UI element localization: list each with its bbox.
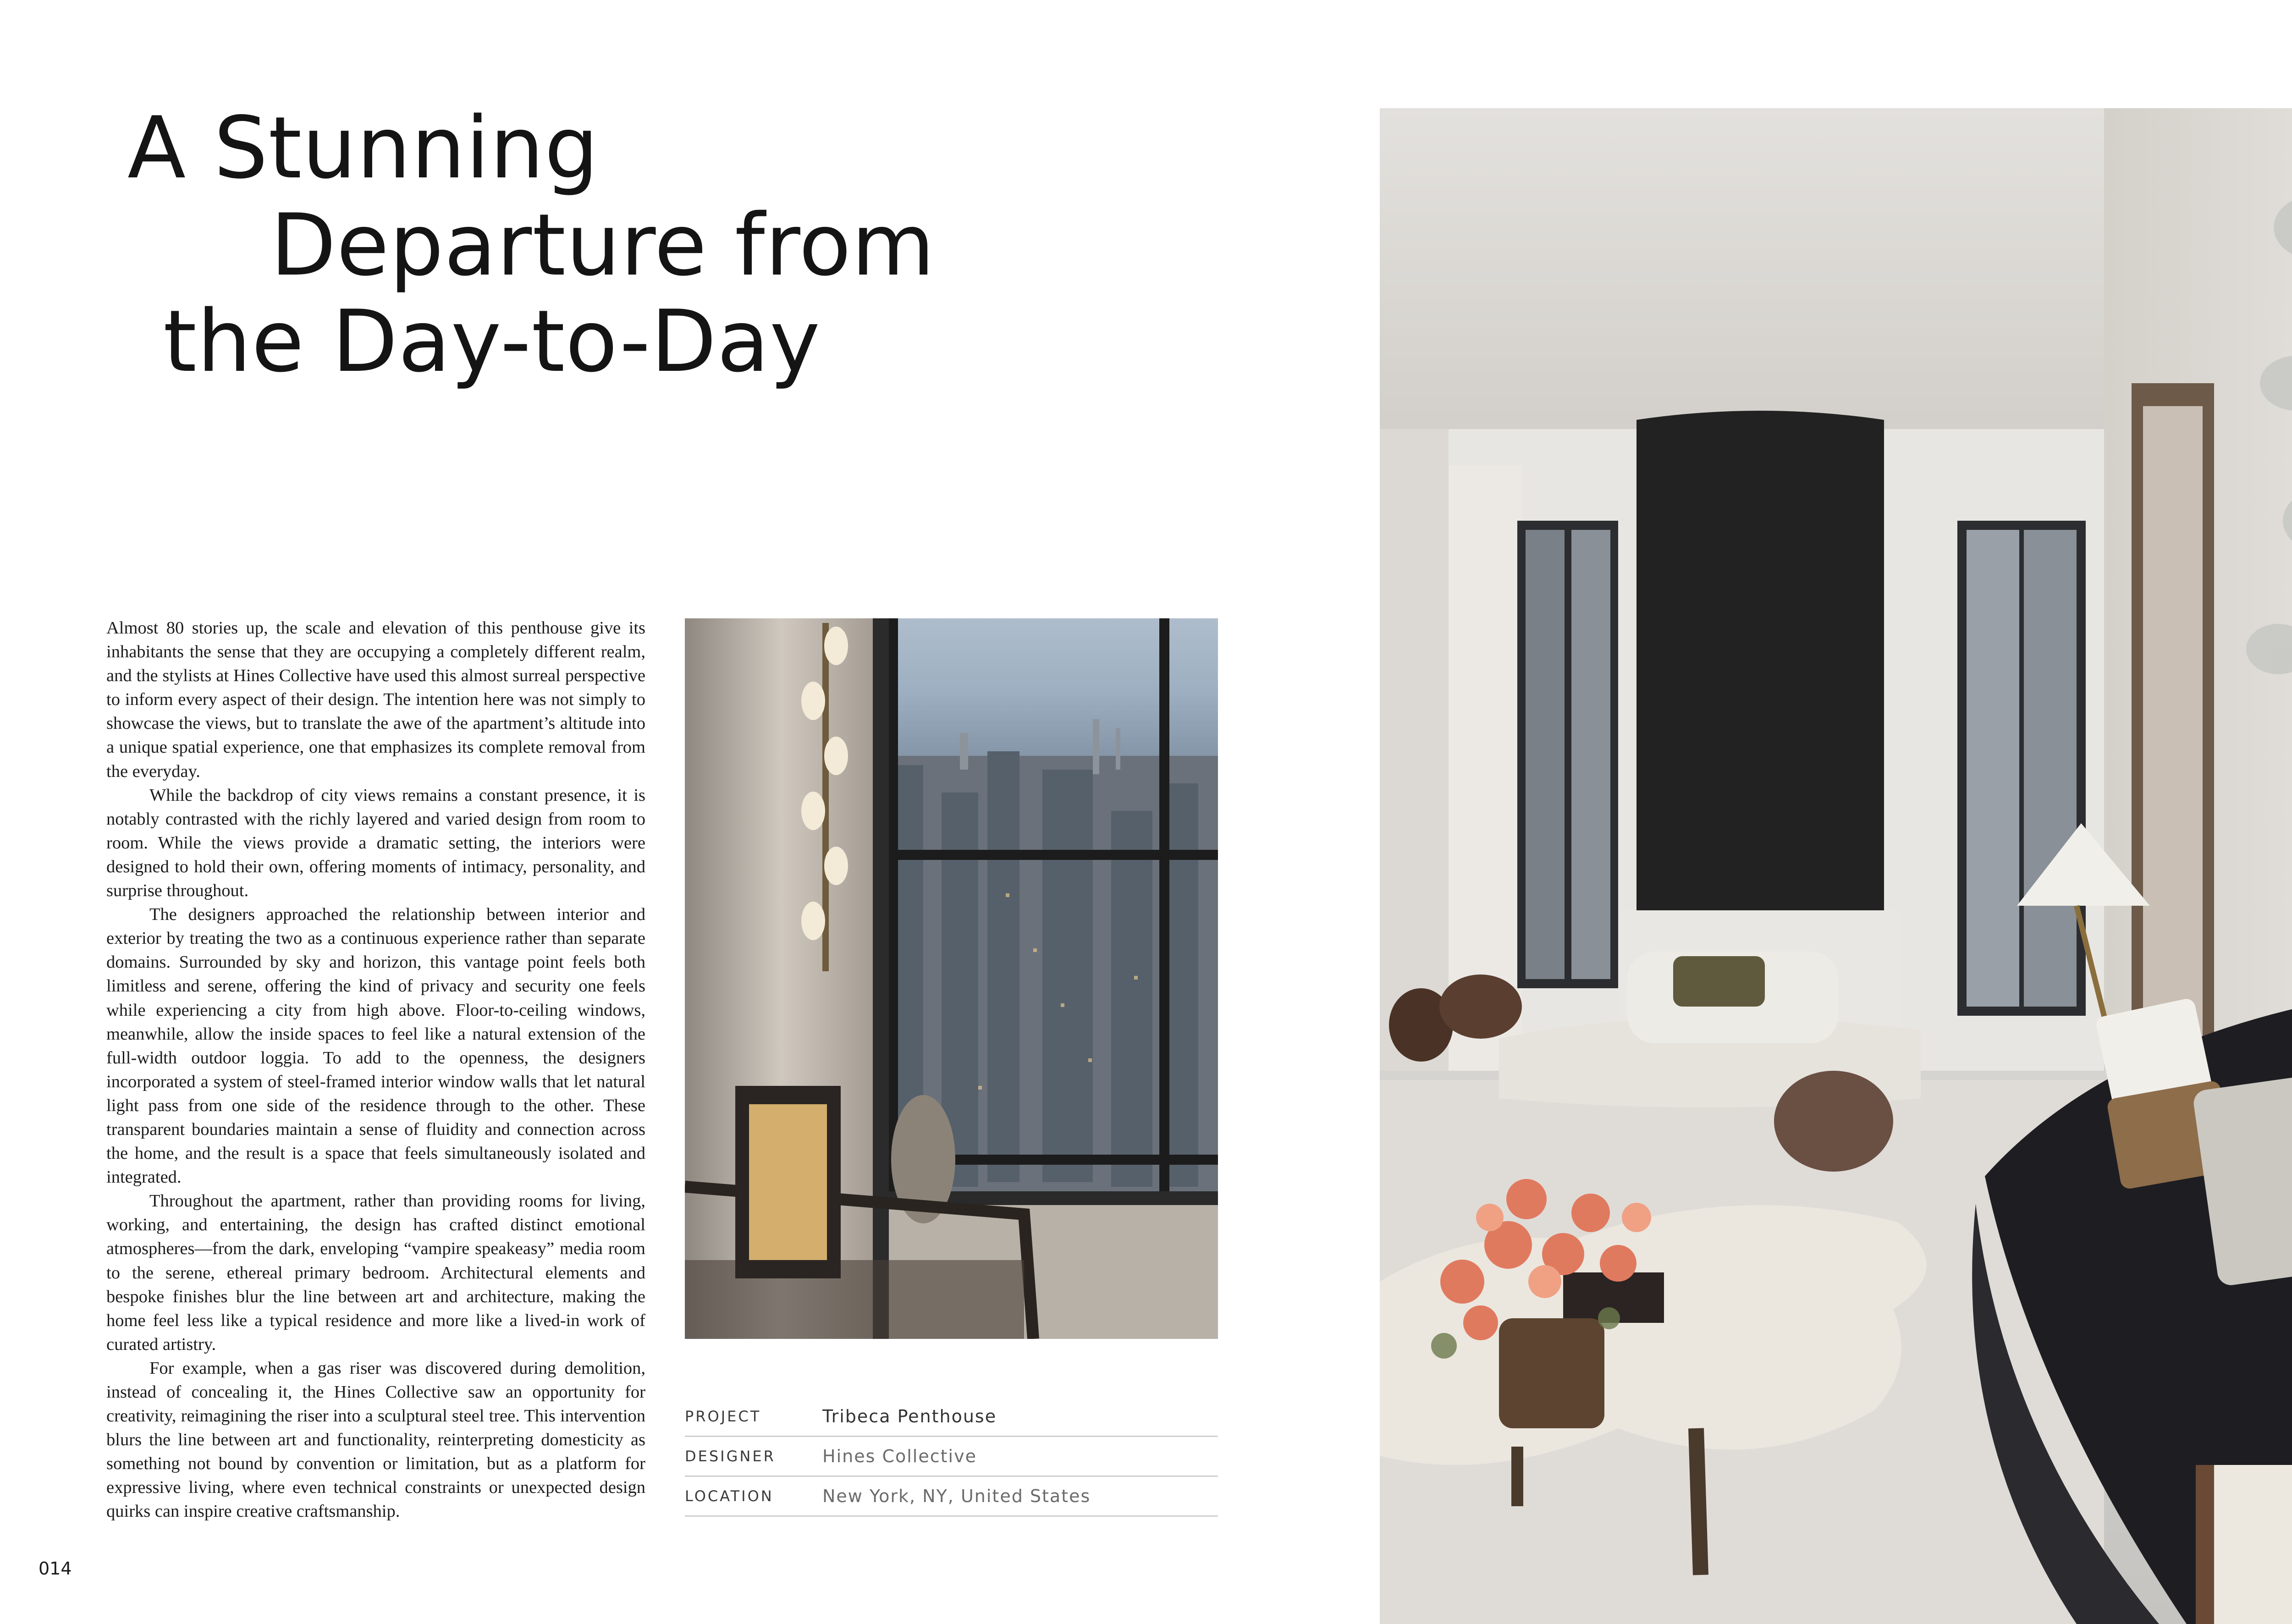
project-label: PROJECT [685,1408,761,1425]
title-line-1: A Stunning [127,98,599,198]
city-view-photo [685,618,1218,1339]
city-view-illustration [685,618,1218,1339]
article-body [106,616,645,1524]
living-room-photo [1380,108,2292,1624]
body-paragraph: Throughout the apartment, rather than providing rooms for living, working, and entertaining, the design has crafted distinct emotional atmospheres—from the dark, enveloping “vampire speakeasy” media room to the serene, ethereal primary bedroom. Architectural elements and bespoke finishes blur the line between art and architecture, making the home feel less like a typical residence and more like a lived-in work of curated artistry. [106,1191,645,1354]
body-paragraph: While the backdrop of city views remains a constant presence, it is notably contrasted with the richly layered and varied design from room to room. While the views provide a dramatic setting, the interiors were designed to hold their own, offering moments of intimacy, personality, and surprise throughout. [106,785,645,901]
designer-row [685,1437,1218,1477]
living-room-illustration [1380,108,2292,1624]
page-number-left: 014 [39,1558,72,1579]
body-paragraph: For example, when a gas riser was discovered during demolition, instead of concealing it, the Hines Collective saw an opportunity for creativity, reimagining the riser into a sculptural steel tree. This intervention blurs the line between art and functionality, reinterpreting domesticity as something not bound by convention or limitation, but as a platform for expressive living, where even technical constraints or unexpected design quirks can inspire creative craftsmanship. [106,1358,645,1521]
title-line-3: the Day-to-Day [163,292,821,391]
location-label: LOCATION [685,1487,774,1505]
project-value: Tribeca Penthouse [822,1406,997,1426]
location-row [685,1477,1218,1517]
designer-value: Hines Collective [822,1446,977,1466]
body-paragraph: Almost 80 stories up, the scale and elevation of this penthouse give its inhabitants the sense that they are occupying a completely different realm, and the stylists at Hines Collective have used this almost surreal perspective to inform every aspect of their design. The intention here was not simply to showcase the views, but to translate the awe of the apartment’s altitude into a unique spatial experience, one that emphasizes its complete removal from the everyday. [106,618,645,781]
designer-label: DESIGNER [685,1448,776,1465]
body-paragraph: The designers approached the relationship between interior and exterior by treating the two as a continuous experience rather than separate domains. Surrounded by sky and horizon, this vantage point feels both limitless and serene, offering the kind of privacy and security one feels while experiencing a city from high above. Floor-to-ceiling windows, meanwhile, allow the inside spaces to feel like a natural extension of the full-width outdoor loggia. To add to the openness, the designers incorporated a system of steel-framed interior window walls that let natural light pass from one side of the residence through to the other. These transparent boundaries maintain a sense of fluidity and connection across the home, and the result is a space that feels simultaneously isolated and integrated. [106,905,645,1187]
location-value: New York, NY, United States [822,1486,1091,1506]
project-row [685,1397,1218,1437]
title-line-2: Departure from [270,195,935,295]
project-info-table [685,1397,1218,1517]
